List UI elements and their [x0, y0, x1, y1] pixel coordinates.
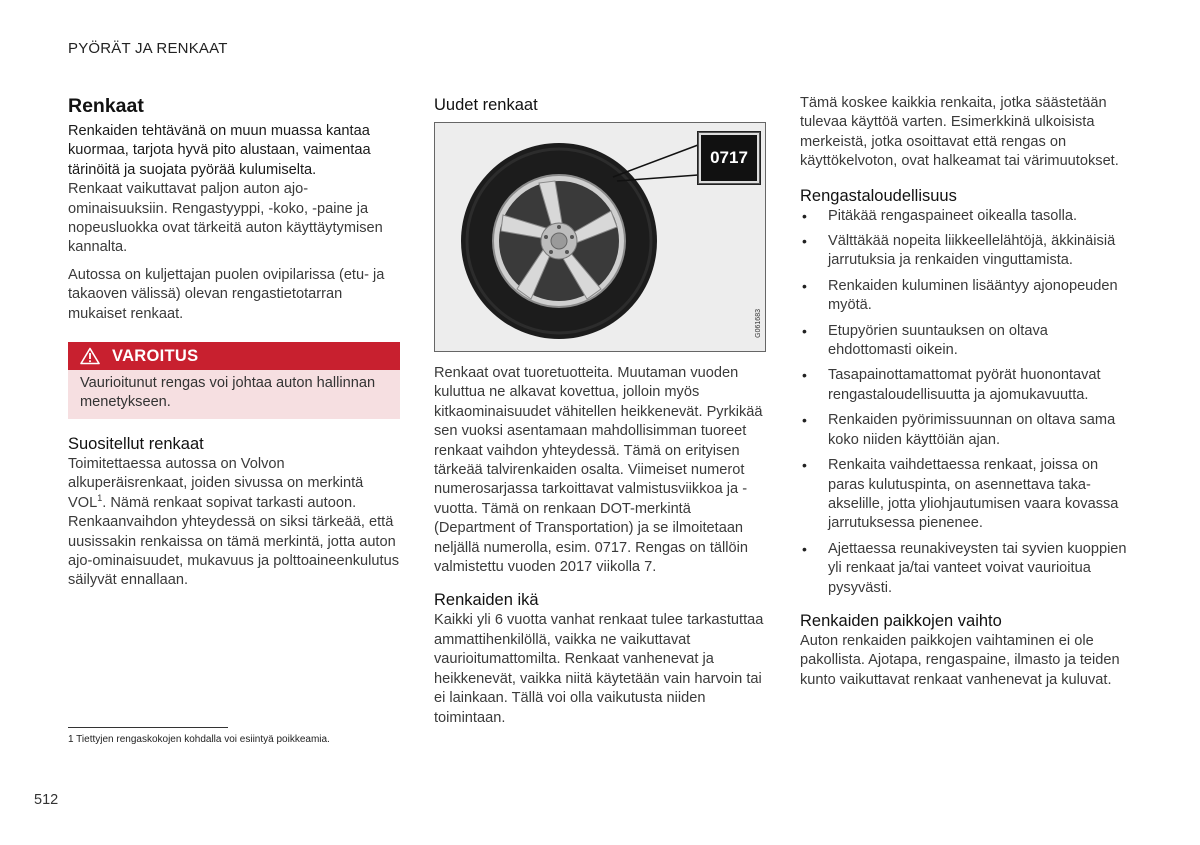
tire-illustration [434, 122, 766, 352]
footnote-ref: 1 [97, 492, 103, 503]
list-item: • Renkaiden kuluminen lisääntyy ajonopeuden myötä. [800, 277, 1130, 316]
storage-paragraph: Tämä koskee kaikkia renkaita, jotka säästetään tulevaa käyttöä varten. Esimerkkinä ulkoisista merkeistä, jotka osoittavat että rengas on käyttökelvoton, ovat halkeamat tai värimuutokset. [800, 95, 1119, 170]
list-item: • Tasapainottamattomat pyörät huonontavat rengastaloudellisuutta ja ajomukavuutta. [800, 366, 1130, 405]
figure-id: G061683 [755, 309, 762, 338]
paragraph: Renkaat vaikuttavat paljon auton ajo-ominaisuuksiin. Rengastyyppi, -koko, -paine ja nopeusluokka ovat tärkeitä auton käyttäytymisen kannalta. [68, 181, 383, 256]
list-item: • Pitäkää rengaspaineet oikealla tasolla. [800, 207, 1130, 226]
tire-rotation-text: Auton renkaiden paikkojen vaihtaminen ei ole pakollista. Ajotapa, rengaspaine, ilmasto ja teiden kunto vaikuttavat renkaat vanhenevat ja kuluvat. [800, 632, 1120, 688]
intro-paragraph: Renkaiden tehtävänä on muun muassa kantaa kuormaa, tarjota hyvä pito alustaan, vaimentaa tärinöitä ja suojata pyörää kulumiselta. [68, 123, 371, 178]
recommended-tires-heading: Suositellut renkaat [68, 434, 204, 453]
paragraph: Autossa on kuljettajan puolen ovipilarissa (etu- ja takaoven välissä) olevan rengastietotarran mukaiset renkaat. [68, 266, 385, 322]
list-item: • Välttäkää nopeita liikkeellelähtöjä, äkkinäisiä jarrutuksia ja renkaiden vinguttamista. [800, 232, 1130, 271]
warning-text: Vaurioitunut rengas voi johtaa auton hallinnan menetykseen. [68, 370, 400, 419]
new-tires-text: Renkaat ovat tuoretuotteita. Muutaman vuoden kuluttua ne alkavat kovettua, jolloin myös kitkaominaisuudet vähitellen heikkenevät. Pyrkikää sen vuoksi asentamaan mahdollisimman tuoreet renkaat vaihdon yhteydessä. Tämä on erityisen tärkeää talvirenkaiden osalta. Viimeiset numerot numerosarjassa tarkoittavat valmistusviikkoa ja -vuotta. Tämä on renkaan DOT-merkintä (Department of Transportation) ja se ilmoitetaan neljällä numerolla, esim. 0717. Rengas on tällöin valmistettu vuoden 2017 viikolla 7. [434, 365, 763, 576]
tire-age-heading: Renkaiden ikä [434, 591, 539, 610]
list-item: • Renkaita vaihdettaessa renkaat, joissa on paras kulutuspinta, on asennettava taka-akselille, jotta yliohjautumisen vaara kovassa jarrutuksessa pienenee. [800, 456, 1130, 534]
warning-label: VAROITUS [112, 346, 199, 365]
tire-rotation-heading: Renkaiden paikkojen vaihto [800, 611, 1002, 630]
footnote: 1 Tiettyjen rengaskokojen kohdalla voi esiintyä poikkeamia. [68, 734, 330, 745]
list-item: • Ajettaessa reunakiveysten tai syvien kuoppien yli renkaat ja/tai vanteet voivat vaurioitua pysyvästi. [800, 540, 1130, 598]
column-middle [434, 94, 768, 728]
list-item: • Renkaiden pyörimissuunnan on oltava sama koko niiden käyttöiän ajan. [800, 411, 1130, 450]
dot-code-callout: 0717 [698, 132, 760, 184]
warning-box [68, 342, 400, 419]
warning-triangle-icon [80, 347, 100, 365]
footnote-divider [68, 727, 228, 728]
column-left [68, 94, 402, 591]
new-tires-heading: Uudet renkaat [434, 96, 538, 114]
recommended-tires-text: Toimitettaessa autossa on Volvon alkuperäisrenkaat, joiden sivussa on merkintä VOL$^1$. Nämä renkaat sopivat tarkasti autoon. Renkaanvaihdon yhteydessä on siksi tärkeää, että uusissakin renkaissa on tämä merkintä, jotta auton ajo-ominaisuudet, mukavuus ja polttoaineenkulutus säilyvät ennallaan. [68, 455, 399, 589]
warning-header [68, 342, 400, 370]
section-header: PYÖRÄT JA RENKAAT [68, 40, 228, 57]
tire-economy-list [800, 207, 1130, 598]
page-title: Renkaat [68, 95, 144, 117]
tire-economy-heading: Rengastaloudellisuus [800, 186, 957, 205]
column-right [800, 94, 1130, 690]
tire-age-text: Kaikki yli 6 vuotta vanhat renkaat tulee tarkastuttaa ammattihenkilöllä, vaikka ne vaikuttavat vaurioitumattomilta. Renkaat vanhenevat ja heikkenevät, vaikka niitä käytetään vain harvoin tai ei lainkaan. Tällä voi olla vaikutusta niiden toimintaan. [434, 612, 764, 726]
list-item: • Etupyörien suuntauksen on oltava ehdottomasti oikein. [800, 322, 1130, 361]
page-number: 512 [34, 792, 59, 808]
